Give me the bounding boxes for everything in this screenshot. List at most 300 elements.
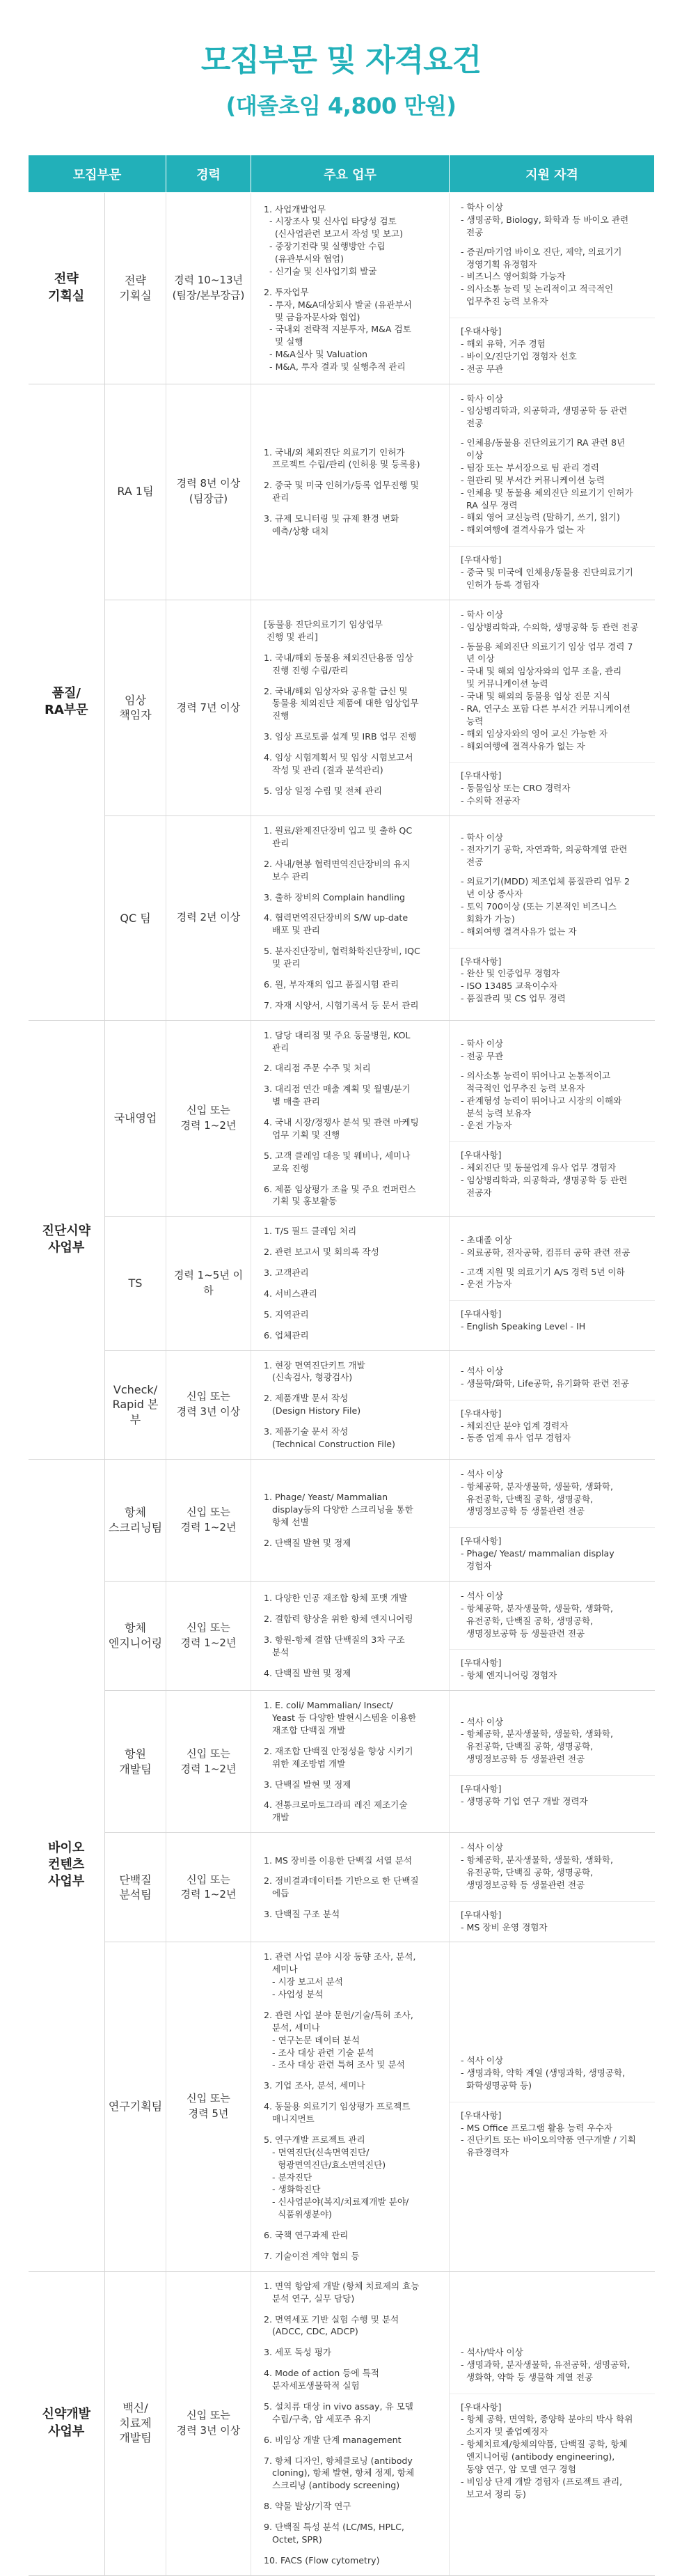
text-line: - 석사/박사 이상 (461, 2346, 523, 2357)
career-cell: 신입 또는 경력 5년 (166, 1942, 251, 2271)
divider (450, 948, 655, 949)
duty-item (264, 1875, 442, 1900)
text-line: 6. 원, 부자재의 입고 품질시험 관리 (264, 978, 399, 990)
duty-item (264, 1116, 442, 1141)
text-line: 2. 투자업무 (264, 286, 309, 297)
text-line: (신사업관련 보고서 작성 및 보고) (264, 228, 404, 240)
preferred-list (461, 955, 648, 1006)
text-line: 유전공학, 단백질 공학, 생명공학, (461, 1615, 594, 1626)
qualification-list (461, 2346, 648, 2384)
text-line: - 항체 엔지니어링 경험자 (461, 1670, 557, 1681)
career-cell: 경력 7년 이상 (166, 600, 251, 815)
duty-item (264, 2521, 442, 2546)
duty-item (264, 785, 442, 797)
text-line: cloning), 항체 발현, 항체 정제, 항체 (264, 2467, 415, 2479)
text-line: 프로젝트 수립/관리 (인허용 및 등록용) (264, 459, 420, 470)
text-line: 동물용 체외진단 제품에 대한 임상업무 (264, 698, 419, 709)
text-line: - 고객 지원 및 의료기기 A/S 경력 5년 이하 (461, 1266, 625, 1277)
text-line: 8. 약물 발상/기작 연구 (264, 2501, 351, 2512)
duties-cell (251, 384, 450, 600)
text-line: - RA, 연구소 포함 다른 부서간 커뮤니케이션 (461, 703, 631, 714)
duty-item (264, 2401, 442, 2426)
text-line: - 의사소통 능력 및 논리적이고 적극적인 (461, 283, 614, 295)
text-line: 전공 (461, 418, 484, 429)
divider (450, 1649, 655, 1650)
divider (450, 1901, 655, 1902)
duty-item (264, 2280, 442, 2305)
duty-item (264, 1592, 442, 1605)
text-line: - 완산 및 인증업무 경험자 (461, 968, 560, 979)
text-line: 2. 사내/현봉 협력면역진단장비의 유지 (264, 858, 411, 869)
text-line: 스크리닝 (antibody screening) (264, 2480, 400, 2491)
text-line: - 생명공학 기업 연구 개발 경력자 (461, 1795, 588, 1806)
department-cell: RA 1팀 (105, 384, 166, 600)
duties-cell (251, 1581, 450, 1690)
qualification-list (461, 1716, 648, 1766)
text-line: - 조사 대상 관련 기술 분석 (264, 2047, 374, 2058)
qualification-list (461, 1234, 648, 1291)
text-line: - 임상병리학과, 수의학, 생명공학 등 관련 전공 (461, 621, 639, 632)
duty-item (264, 1359, 442, 1384)
duty-item (264, 1267, 442, 1279)
text-line: (Technical Construction File) (264, 1438, 395, 1449)
text-line: - 학사 이상 (461, 832, 504, 843)
career-cell: 신입 또는 경력 1~2년 (166, 1581, 251, 1690)
text-line: 3. 기업 조사, 분석, 세미나 (264, 2080, 365, 2091)
text-line: 진행 (264, 710, 290, 721)
duty-item (264, 1225, 442, 1238)
text-line: 분자세포생물학적 실험 (264, 2380, 360, 2391)
text-line: - 석사 이상 (461, 1365, 504, 1376)
text-line: - 동물용 체외진단 의료기기 임상 업무 경력 7 (461, 641, 633, 652)
text-line: - 의료기기(MDD) 제조업체 품질관리 업무 2 (461, 876, 630, 887)
text-line: 별 매출 관리 (264, 1096, 320, 1107)
text-line: 4. 단백질 발현 및 정제 (264, 1667, 351, 1678)
text-line: 년 이상 종사자 (461, 889, 523, 900)
text-line: - 시장 보고서 분석 (264, 1976, 343, 1988)
text-line: - 국내 및 해외 임상자와의 업무 조율, 관리 (461, 666, 622, 677)
text-line: 위한 제조방법 개발 (264, 1758, 346, 1769)
text-line: 년 이상 (461, 653, 495, 664)
text-line: - 석사 이상 (461, 1716, 504, 1727)
table-row (29, 816, 655, 1021)
text-line: - 항체 공학, 면역학, 종양학 분야의 박사 학위 (461, 2414, 633, 2425)
table-row (29, 1942, 655, 2271)
duty-item (264, 1855, 442, 1867)
text-line: - 초대졸 이상 (461, 1234, 512, 1245)
duty-item (264, 978, 442, 991)
department-cell: Vcheck/ Rapid 본부 (105, 1350, 166, 1459)
department-cell: 백신/ 치료제 개발팀 (105, 2271, 166, 2575)
text-line: 분석 연구, 실무 담당) (264, 2293, 355, 2304)
duty-item (264, 1537, 442, 1549)
text-line: 에듭 (264, 1888, 290, 1899)
duty-item (264, 1426, 442, 1451)
division-cell: 바이오 컨텐츠 사업부 (29, 1459, 105, 2271)
text-line: 2. 정비결과데이터를 기반으로 한 단백질 (264, 1875, 419, 1887)
text-line: 3. 항원-항체 결합 단백질의 3차 구조 (264, 1634, 405, 1646)
division-cell: 전략 기획실 (29, 193, 105, 384)
text-line: 4. 임상 시험계획서 및 임상 시험보고서 (264, 752, 413, 763)
duty-item (264, 2079, 442, 2092)
duty-item (264, 2500, 442, 2513)
text-line: [우대사항] (461, 1150, 502, 1161)
text-line: 7. 자재 시양서, 시험기록서 등 문서 관리 (264, 999, 419, 1010)
duty-item (264, 2313, 442, 2339)
text-line: 2. 면역세포 기반 실험 수행 및 분석 (264, 2313, 399, 2325)
text-line: - 시장조사 및 신사업 타당성 검토 (264, 216, 397, 227)
duty-item (264, 1908, 442, 1921)
duties-cell (251, 193, 450, 384)
text-line: 2. 재조합 단백질 안정성을 향상 시키기 (264, 1745, 413, 1756)
department-cell: TS (105, 1217, 166, 1350)
header-qualifications: 지원 자격 (450, 155, 655, 193)
duties-cell (251, 1833, 450, 1942)
text-line: - 관계형성 능력이 뛰어나고 시장의 이해와 (461, 1095, 622, 1106)
text-line: 유전공학, 단백질 공학, 생명공학, (461, 1741, 594, 1752)
career-cell: 경력 10~13년 (팀장/본부장급) (166, 193, 251, 384)
table-row (29, 193, 655, 384)
text-line: - 체외진단 분야 업계 경력자 (461, 1420, 569, 1431)
duty-item (264, 751, 442, 776)
text-line: display등의 다양한 스크리닝을 통한 (264, 1504, 413, 1515)
preferred-list (461, 1909, 648, 1934)
text-line: - 생화학진단 (264, 2184, 321, 2195)
duty-item (264, 1745, 442, 1770)
text-line: - Phage/ Yeast/ mammalian display (461, 1548, 614, 1559)
text-line: - 국내외 전략적 지분투자, M&A 검토 (264, 324, 411, 335)
text-line: 보고서 정리 등) (461, 2488, 526, 2499)
career-cell: 신입 또는 경력 1~2년 (166, 1691, 251, 1833)
text-line: - 진단키트 또는 바이오의약품 연구개발 / 기획 (461, 2134, 636, 2146)
duty-item (264, 1699, 442, 1737)
department-cell: 전략 기획실 (105, 193, 166, 384)
text-line: - 동물임상 또는 CRO 경력자 (461, 783, 571, 794)
preferred-list (461, 1535, 648, 1572)
text-line: 2. 중국 및 미국 인허가/등록 업무진행 및 (264, 480, 419, 491)
duty-item (264, 1667, 442, 1680)
text-line: 기획 및 홍보활동 (264, 1196, 338, 1207)
divider (450, 1775, 655, 1776)
department-cell: 항원 개발팀 (105, 1691, 166, 1833)
duty-item (264, 1491, 442, 1529)
duties-cell (251, 2271, 450, 2575)
text-line: 생명정보공학 등 생물관련 전공 (461, 1506, 585, 1517)
career-cell: 신입 또는 경력 1~2년 (166, 1020, 251, 1217)
text-line: 4. 동물용 의료기기 임상평가 프로젝트 (264, 2101, 411, 2112)
text-line: 3. 단백질 구조 분석 (264, 1909, 340, 1920)
department-cell: 연구기획팀 (105, 1942, 166, 2271)
divider (450, 762, 655, 763)
text-line: - 국내 및 해외의 동물용 임상 진문 지식 (461, 691, 611, 701)
text-line: - 인체용 및 동물용 체외진단 의료기기 인허가 (461, 487, 633, 498)
text-line: - 임상병리학과, 의공학과, 생명공학 등 관련 (461, 405, 628, 416)
text-line: - 해외여행에 결격사유가 없는 자 (461, 524, 585, 536)
table-row (29, 1217, 655, 1350)
table-row (29, 1459, 655, 1581)
text-line: - 운전 가능자 (461, 1279, 512, 1290)
qualifications-cell (450, 384, 655, 600)
text-line: 1. 관련 사업 분야 시장 동향 조사, 분석, (264, 1951, 416, 1962)
duty-item (264, 1634, 442, 1659)
text-line: - 조사 대상 관련 특허 조사 및 분석 (264, 2059, 405, 2070)
text-line: 분석 (264, 1646, 290, 1657)
qualifications-cell (450, 1350, 655, 1459)
text-line: 6. 제품 임상평가 조율 및 주요 컨퍼런스 (264, 1183, 416, 1194)
text-line: 보수 관리 (264, 871, 309, 882)
text-line: - 석사 이상 (461, 1842, 504, 1853)
duty-item (264, 999, 442, 1012)
text-line: 2. 대리점 주문 수주 및 처리 (264, 1063, 371, 1074)
text-line: 수립/구축, 암 세포주 유지 (264, 2413, 371, 2424)
text-line: 및 금융자문사와 협업) (264, 311, 360, 322)
page-title: 모집부문 및 자격요건 (200, 42, 482, 78)
text-line: 7. 항체 디자인, 항체클로닝 (antibody (264, 2455, 413, 2466)
duties-cell (251, 816, 450, 1021)
duty-item (264, 1329, 442, 1342)
text-line: - 중국 및 미국에 인체용/동물용 진단의료기기 (461, 567, 633, 577)
text-line: 관리 (264, 492, 290, 504)
text-line: 6. 업체관리 (264, 1329, 309, 1341)
text-line: - 토익 700이상 (또는 기본적인 비즈니스 (461, 900, 617, 912)
text-line: 교육 진행 (264, 1162, 309, 1173)
text-line: - 학사 이상 (461, 202, 504, 212)
text-line: [우대사항] (461, 1909, 502, 1920)
text-line: - 중장기전략 및 실행방안 수립 (264, 241, 386, 252)
duty-item (264, 1779, 442, 1791)
duty-item (264, 1150, 442, 1175)
text-line: 적극적인 업무추진 능력 보유자 (461, 1082, 585, 1093)
preferred-list (461, 554, 648, 591)
qualification-list (461, 1038, 648, 1132)
text-line: 항체 선별 (264, 1516, 309, 1527)
qualification-list (461, 1468, 648, 1518)
text-line: 3. 고객관리 (264, 1267, 309, 1278)
text-line: 소지자 및 졸업예정자 (461, 2426, 548, 2437)
text-line: 3. 대리점 연간 매출 계획 및 월별/분기 (264, 1084, 411, 1095)
text-line: 개발 (264, 1812, 290, 1823)
duties-cell (251, 1020, 450, 1217)
qualification-list (461, 1590, 648, 1640)
qualifications-cell (450, 193, 655, 384)
header-division: 모집부문 (29, 155, 166, 193)
text-line: - 신사업분야(복지/치료제개발 분야/ (264, 2196, 409, 2208)
text-line: 분석 능력 보유자 (461, 1107, 532, 1118)
duty-item (264, 1183, 442, 1208)
text-line: 이상 (461, 450, 484, 460)
table-row (29, 1020, 655, 1217)
qualification-list (461, 1841, 648, 1891)
text-line: 7. 기술이전 계약 협의 등 (264, 2250, 360, 2261)
preferred-list (461, 325, 648, 375)
page-subtitle: (대졸초임 4,800 만원) (225, 92, 457, 119)
text-line: [우대사항] (461, 1536, 502, 1547)
text-line: 경영기획 유경험자 (461, 258, 537, 270)
text-line: 엔지니어링 (antibody engineering), (461, 2451, 615, 2462)
career-cell: 신입 또는 경력 3년 이상 (166, 1350, 251, 1459)
duty-item (264, 2434, 442, 2446)
text-line: - 바이오/진단기업 경험자 선호 (461, 350, 577, 361)
text-line: - 분자진단 (264, 2171, 312, 2183)
text-line: 2. 결합력 향상을 위한 항체 엔지니어링 (264, 1614, 413, 1625)
text-line: [우대사항] (461, 1407, 502, 1419)
text-line: - English Speaking Level - IH (461, 1321, 586, 1332)
table-row (29, 1350, 655, 1459)
text-line: 회화가 가능) (461, 913, 515, 924)
text-line: 1. 국내/해외 동물용 체외진단용품 임상 (264, 652, 413, 663)
text-line: 형광면역진단/효소면역진단) (264, 2159, 386, 2170)
qualifications-cell (450, 816, 655, 1021)
text-line: 1. 원료/완제진단장비 입고 및 출하 QC (264, 825, 413, 836)
table-header-row (29, 155, 655, 193)
text-line: [동물용 진단의료기기 임상업무 (264, 619, 383, 630)
text-line: - 항체공학, 분자생물학, 생물학, 생화학, (461, 1728, 614, 1740)
preferred-list (461, 1149, 648, 1199)
table-row (29, 2271, 655, 2575)
text-line: 2. 관련 사업 분야 문헌/기술/특허 조사, (264, 2009, 413, 2020)
duties-cell (251, 1691, 450, 1833)
text-line: 예측/상황 대처 (264, 525, 329, 536)
duty-item (264, 825, 442, 850)
text-line: 4. 서비스관리 (264, 1288, 317, 1299)
text-line: RA 실무 경력 (461, 499, 518, 510)
duty-item (264, 2009, 442, 2071)
divider (450, 1300, 655, 1301)
text-line: 1. 현장 면역진단키트 개발 (264, 1359, 365, 1371)
qualifications-cell (450, 1942, 655, 2271)
text-line: - 생명과학, 분자생물학, 유전공학, 생명공학, (461, 2359, 631, 2370)
text-line: 6. 비임상 개발 단계 management (264, 2434, 402, 2445)
text-line: Yeast 등 다양한 발현시스템을 이용한 (264, 1712, 417, 1723)
text-line: [우대사항] (461, 1657, 502, 1669)
qualifications-cell (450, 1691, 655, 1833)
table-row (29, 384, 655, 600)
duty-item (264, 912, 442, 937)
text-line: [우대사항] (461, 2109, 502, 2121)
text-line: - 품질관리 및 CS 업무 경력 (461, 993, 566, 1004)
duty-item (264, 1951, 442, 2001)
text-line: 전공자 (461, 1187, 492, 1198)
duty-item (264, 2455, 442, 2492)
duty-item (264, 1029, 442, 1054)
career-cell: 경력 2년 이상 (166, 816, 251, 1021)
text-line: [우대사항] (461, 1309, 502, 1320)
text-line: 3. 출하 장비의 Complain handling (264, 891, 405, 903)
career-cell: 신입 또는 경력 3년 이상 (166, 2271, 251, 2575)
text-line: 1. Phage/ Yeast/ Mammalian (264, 1492, 388, 1503)
division-cell: 품질/ RA부문 (29, 384, 105, 1020)
qualifications-cell (450, 600, 655, 815)
preferred-list (461, 2109, 648, 2160)
text-line: - 면역진단(신속면역진단/ (264, 2146, 370, 2157)
division-cell: 진단시약 사업부 (29, 1020, 105, 1459)
text-line: 작성 및 관리 (결과 분석관리) (264, 764, 383, 775)
text-line: - MS Office 프로그램 활용 능력 우수자 (461, 2122, 613, 2133)
recruitment-table (28, 155, 655, 2576)
duties-cell (251, 1350, 450, 1459)
preferred-list (461, 2401, 648, 2501)
text-line: 1. 국내/외 체외진단 의료기기 인허가 (264, 446, 405, 458)
department-cell: 임상 책임자 (105, 600, 166, 815)
qualifications-cell (450, 1217, 655, 1350)
qualifications-cell (450, 1459, 655, 1581)
text-line: - 투자, M&A대상회사 발굴 (유관부서 (264, 299, 412, 310)
text-line: 전공 (461, 226, 484, 237)
duty-item (264, 652, 442, 677)
text-line: - 생물학/화학, Life공학, 유기화학 관련 전공 (461, 1377, 629, 1389)
table-row (29, 1833, 655, 1942)
text-line: - 해외 유학, 거주 경험 (461, 338, 546, 349)
text-line: 및 커뮤니케이션 능력 (461, 678, 548, 689)
qualification-list (461, 1365, 648, 1390)
duties-cell (251, 600, 450, 815)
preferred-list (461, 770, 648, 807)
text-line: - 비임상 단계 개발 경험자 (프로젝트 관리, (461, 2476, 623, 2487)
text-line (461, 868, 648, 875)
text-line: - 석사 이상 (461, 1590, 504, 1601)
text-line: [우대사항] (461, 2401, 502, 2412)
text-line: (Design History File) (264, 1405, 361, 1416)
text-line: - 해외여행에 결격사유가 없는 자 (461, 740, 585, 751)
text-line: - 학사 이상 (461, 393, 504, 404)
duties-cell (251, 1942, 450, 2271)
text-line: 진행 및 관리] (264, 631, 318, 642)
text-line: 3. 제품기술 문서 작성 (264, 1426, 349, 1437)
text-line: 재조합 단백질 개발 (264, 1724, 346, 1735)
text-line: 6. 국책 연구과제 관리 (264, 2230, 349, 2240)
text-line: - 운전 가능자 (461, 1120, 512, 1131)
text-line: 5. 고객 클레임 대응 및 웨비나, 세미나 (264, 1150, 411, 1161)
qualifications-cell (450, 1020, 655, 1217)
preferred-list (461, 1407, 648, 1445)
text-line: 세미나 (264, 1964, 298, 1975)
division-cell: 신약개발 사업부 (29, 2271, 105, 2575)
qualification-list (461, 609, 648, 753)
qualification-list (461, 201, 648, 308)
department-cell: 단백질 분석팀 (105, 1833, 166, 1942)
duty-item (264, 2134, 442, 2221)
text-line: (신속검사, 형광검사) (264, 1372, 353, 1383)
text-line: - 수의학 전공자 (461, 795, 521, 806)
text-line: - M&A실사 및 Valuation (264, 349, 368, 360)
duty-item (264, 1309, 442, 1321)
duty-item (264, 1083, 442, 1108)
text-line: - ISO 13485 교육이수자 (461, 981, 558, 992)
qualifications-cell (450, 1833, 655, 1942)
text-line: - 석사 이상 (461, 1468, 504, 1479)
text-line: - 해외 영어 교신능력 (말하기, 쓰기, 읽기) (461, 512, 620, 523)
duty-item (264, 1246, 442, 1258)
text-line: - 전자기기 공학, 자연과학, 의공학계열 관련 (461, 844, 628, 855)
preferred-list (461, 1308, 648, 1333)
text-line: - 임상병리학과, 의공학과, 생명공학 등 관련 (461, 1175, 628, 1185)
text-line: 5. 연구개발 프로젝트 관리 (264, 2134, 365, 2145)
text-line: 전공 (461, 857, 484, 868)
text-line: 5. 분자진단장비, 협력화학진단장비, IQC (264, 946, 420, 957)
text-line: - 사업성 분석 (264, 1989, 324, 1999)
text-line: 2. 국내/해외 임상자와 공유할 급신 및 (264, 685, 408, 696)
qualifications-cell (450, 2271, 655, 2575)
text-line (461, 239, 648, 246)
qualification-list (461, 393, 648, 537)
duty-item (264, 446, 442, 471)
text-line: 4. 국내 시장/경쟁사 분석 및 관련 마케팅 (264, 1117, 419, 1127)
duty-item (264, 945, 442, 970)
duty-item (264, 731, 442, 743)
text-line: 경험자 (461, 1561, 492, 1571)
text-line: 동양 연구, 암 모델 연구 경험 (461, 2463, 576, 2474)
duty-item (264, 2229, 442, 2242)
